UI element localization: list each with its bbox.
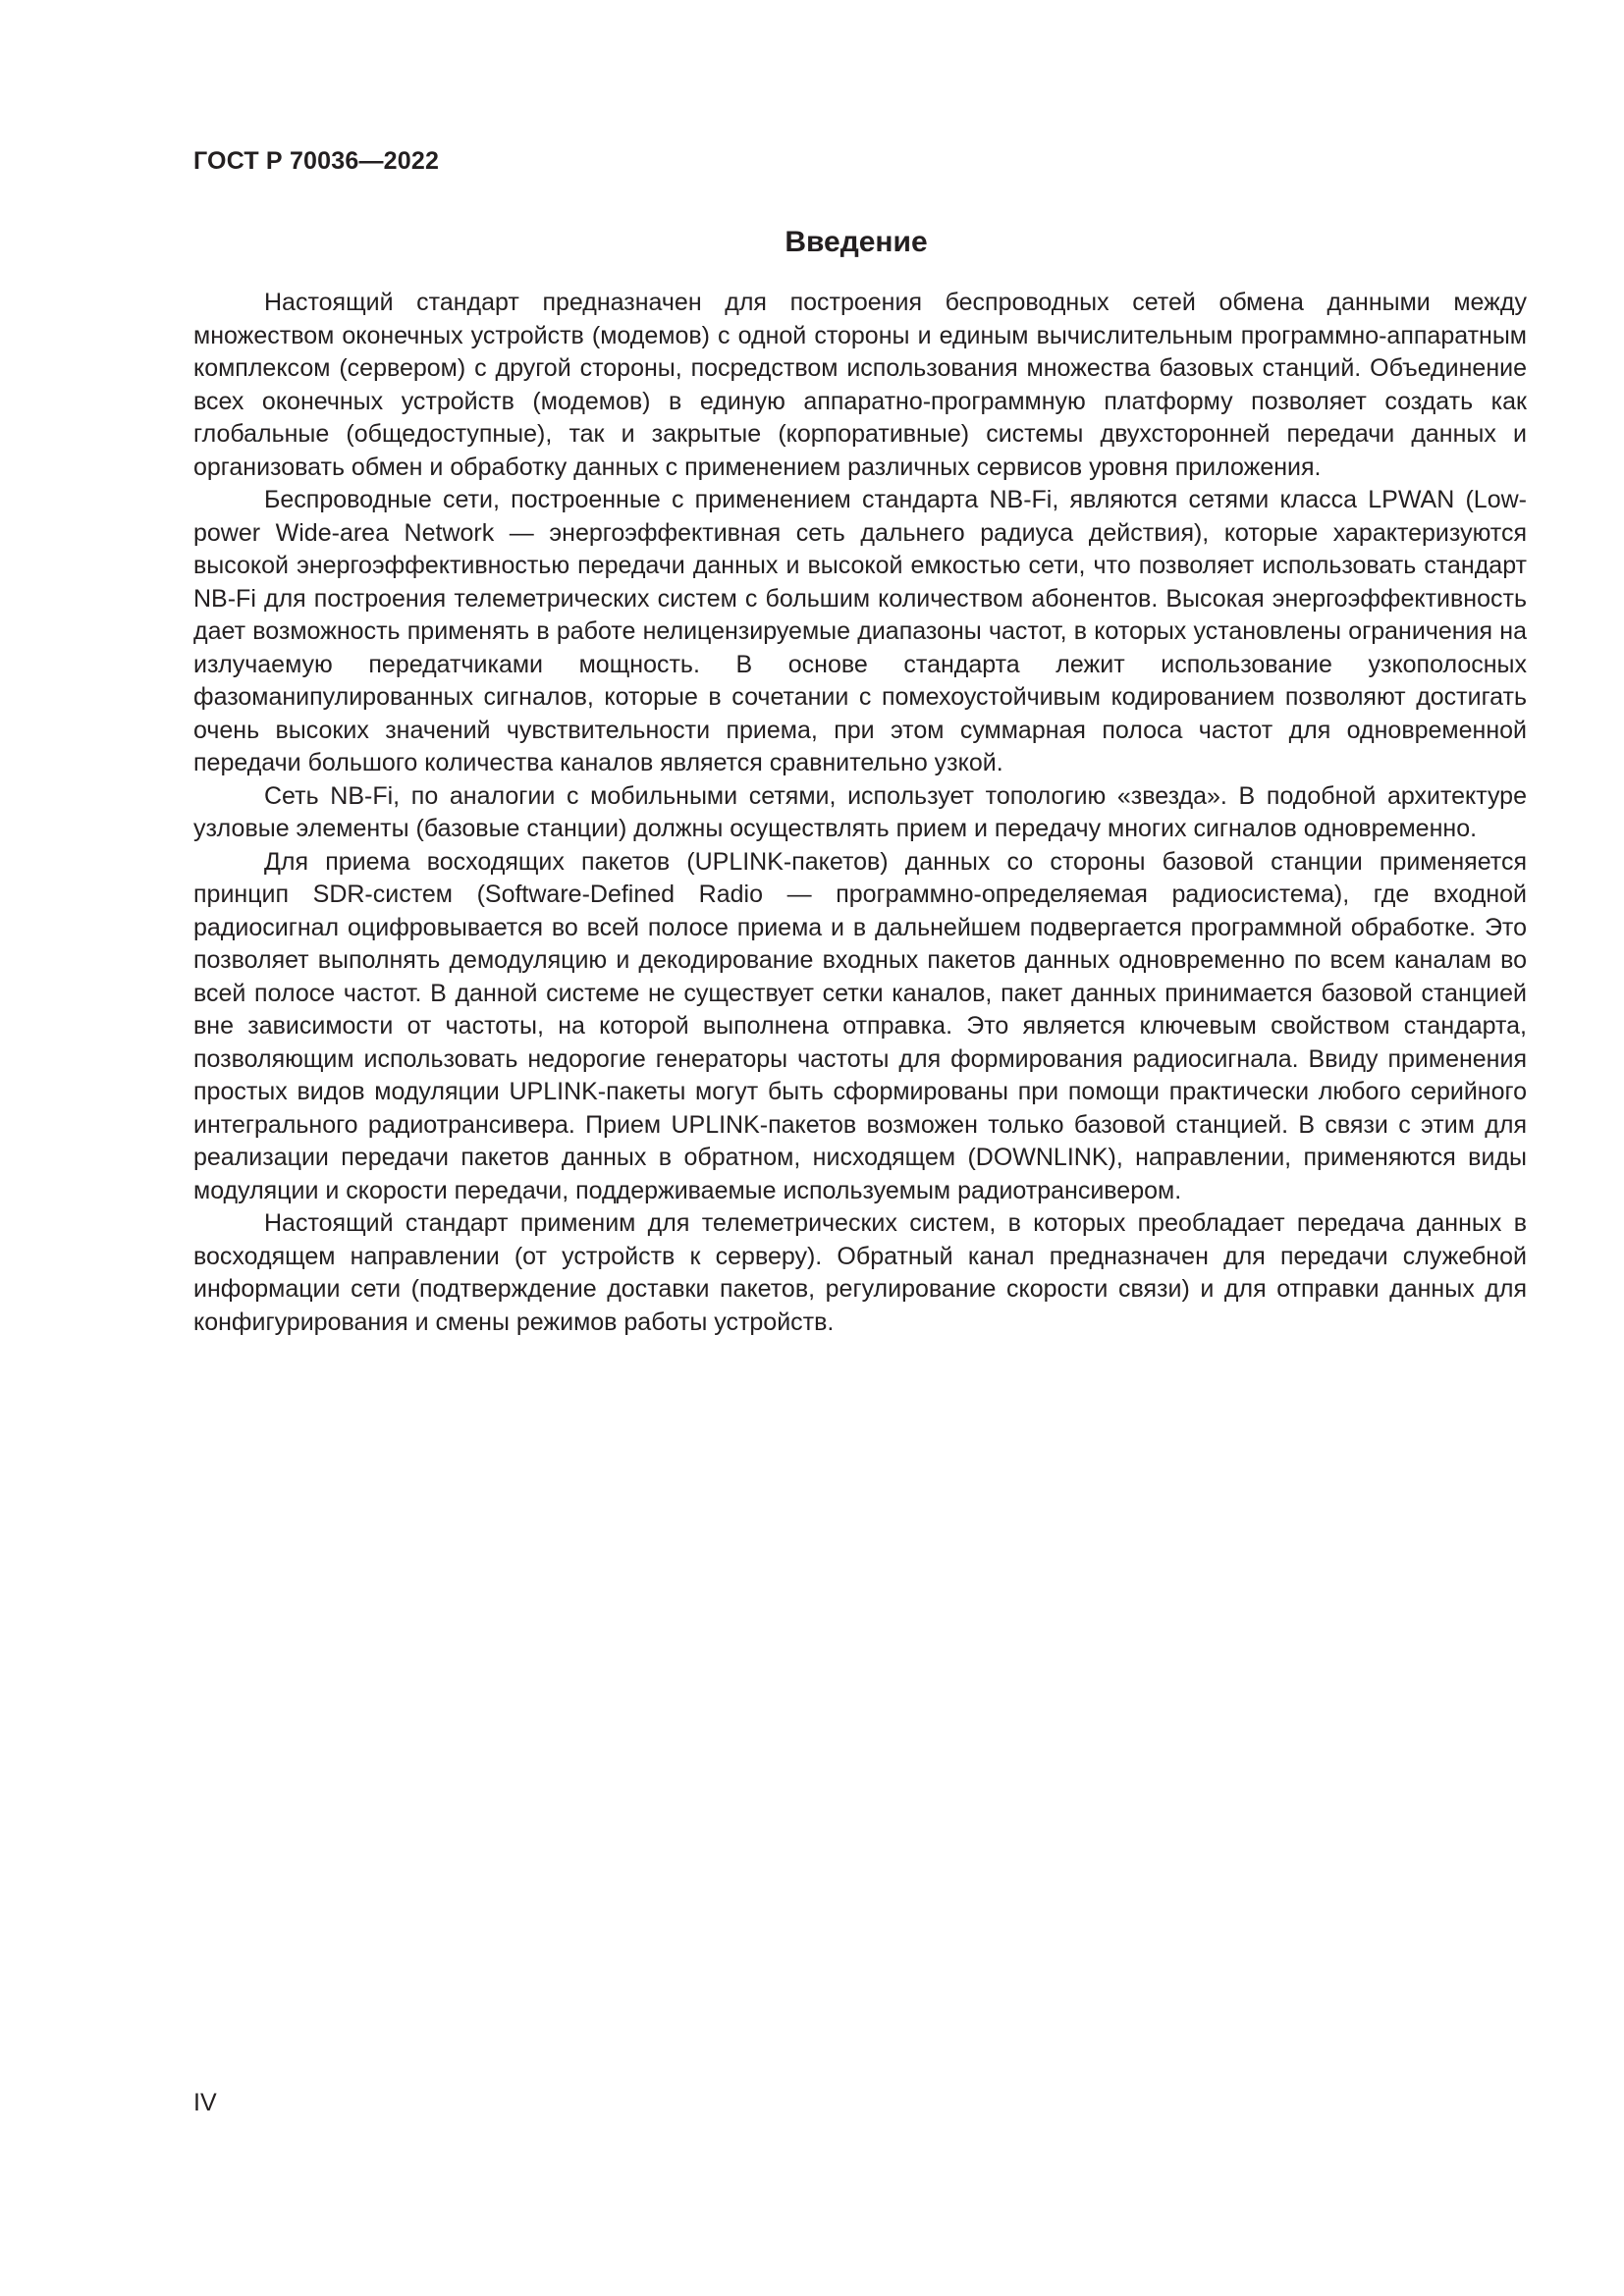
body-text bbox=[193, 287, 1527, 1339]
paragraph: Беспроводные сети, построенные с применением стандарта NB-Fi, являются сетями класса LPWAN (Low-power Wide-area Network — энергоэффективная сеть дальнего радиуса действия), которые характеризуются высокой энергоэффективностью передачи данных и высокой емкостью сети, что позволяет использовать стандарт NB-Fi для построения телеметрических систем с большим количеством абонентов. Высокая энергоэффективность дает возможность применять в работе нелицензируемые диапазоны частот, в которых установлены ограничения на излучаемую передатчиками мощность. В основе стандарта лежит использование узкополосных фазоманипулированных сигналов, которые в сочетании с помехоустойчивым кодированием позволяют достигать очень высоких значений чувствительности приема, при этом суммарная полоса частот для одновременной передачи большого количества каналов является сравнительно узкой. bbox=[193, 486, 1527, 776]
page-number: IV bbox=[193, 2089, 217, 2116]
paragraph: Сеть NB-Fi, по аналогии с мобильными сетями, использует топологию «звезда». В подобной архитектуре узловые элементы (базовые станции) должны осуществлять прием и передачу многих сигналов одновременно. bbox=[193, 781, 1527, 842]
section-title: Введение bbox=[785, 226, 928, 258]
paragraph: Настоящий стандарт применим для телеметрических систем, в которых преобладает передача данных в восходящем направлении (от устройств к серверу). Обратный канал предназначен для передачи служебной информации сети (подтверждение доставки пакетов, регулирование скорости связи) и для отправки данных для конфигурирования и смены режимов работы устройств. bbox=[193, 1209, 1527, 1336]
paragraph: Настоящий стандарт предназначен для построения беспроводных сетей обмена данными между множеством оконечных устройств (модемов) с одной стороны и единым вычислительным программно-аппаратным комплексом (сервером) с другой стороны, посредством использования множества базовых станций. Объединение всех оконечных устройств (модемов) в единую аппаратно-программную платформу позволяет создать как глобальные (общедоступные), так и закрытые (корпоративные) системы двухсторонней передачи данных и организовать обмен и обработку данных с применением различных сервисов уровня приложения. bbox=[193, 289, 1527, 481]
document-code: ГОСТ Р 70036—2022 bbox=[193, 147, 440, 175]
paragraph: Для приема восходящих пакетов (UPLINK-пакетов) данных со стороны базовой станции применяется принцип SDR-систем (Software-Defined Radio — программно-определяемая радиосистема), где входной радиосигнал оцифровывается во всей полосе приема и в дальнейшем подвергается программной обработке. Это позволяет выполнять демодуляцию и декодирование входных пакетов данных одновременно по всем каналам во всей полосе частот. В данной системе не существует сетки каналов, пакет данных принимается базовой станцией вне зависимости от частоты, на которой выполнена отправка. Это является ключевым свойством стандарта, позволяющим использовать недорогие генераторы частоты для формирования радиосигнала. Ввиду применения простых видов модуляции UPLINK-пакеты могут быть сформированы при помощи практически любого серийного интегрального радиотрансивера. Прием UPLINK-пакетов возможен только базовой станцией. В связи с этим для реализации передачи пакетов данных в обратном, нисходящем (DOWNLINK), направлении, применяются виды модуляции и скорости передачи, поддерживаемые используемым радиотрансивером. bbox=[193, 847, 1527, 1204]
